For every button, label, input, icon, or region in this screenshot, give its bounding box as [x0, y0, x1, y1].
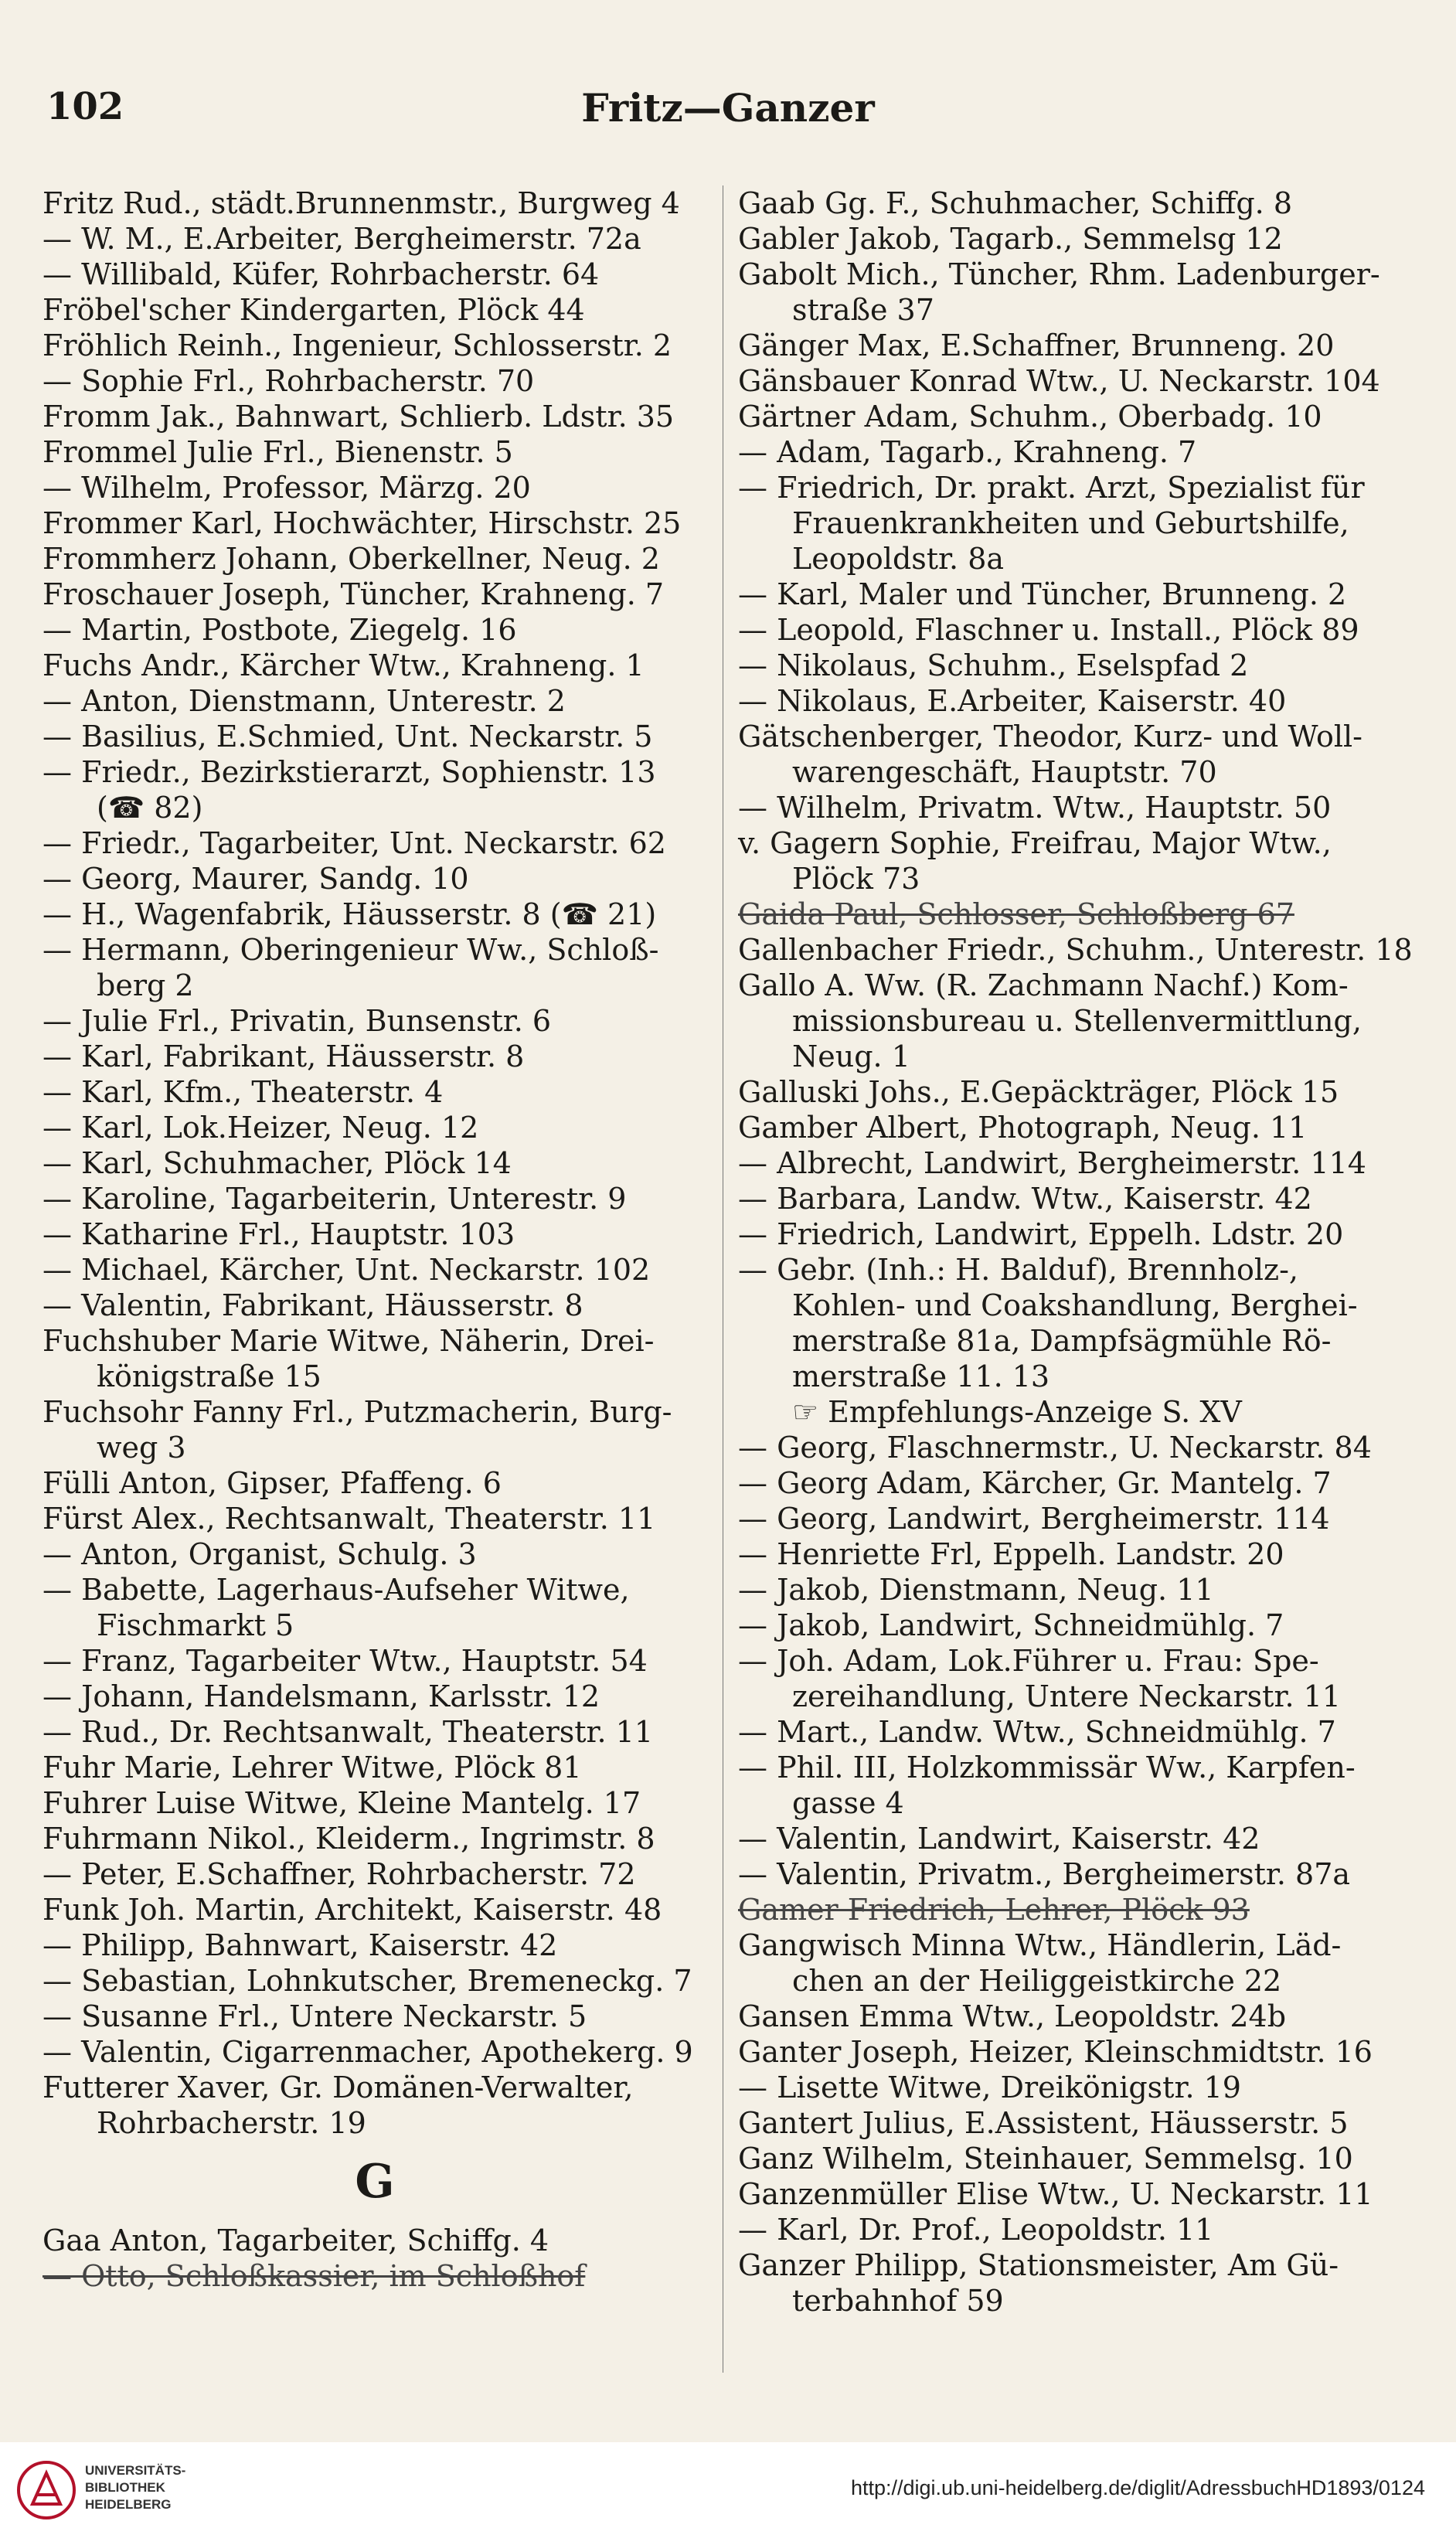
directory-entry: — Valentin, Landwirt, Kaiserstr. 42	[738, 1822, 1260, 1856]
directory-entry: — Willibald, Küfer, Rohrbacherstr. 64	[43, 257, 600, 291]
directory-entry: Fritz Rud., städt.Brunnenmstr., Burgweg 4	[43, 186, 680, 220]
directory-entry: Ganzenmüller Elise Wtw., U. Neckarstr. 11	[738, 2177, 1373, 2211]
directory-entry: — Henriette Frl, Eppelh. Landstr. 20	[738, 1537, 1284, 1571]
directory-entry: — Anton, Dienstmann, Unterestr. 2	[43, 684, 566, 718]
directory-entry: — Friedr., Bezirkstierarzt, Sophienstr. 13	[43, 755, 656, 789]
directory-entry: Fuchs Andr., Kärcher Wtw., Krahneng. 1	[43, 648, 645, 682]
directory-entry: — Leopold, Flaschner u. Install., Plöck 89	[738, 613, 1359, 647]
page-number: 102	[46, 85, 124, 128]
directory-entry: — Jakob, Dienstmann, Neug. 11	[738, 1573, 1214, 1607]
directory-entry: — Jakob, Landwirt, Schneidmühlg. 7	[738, 1608, 1284, 1642]
directory-entry: königstraße 15	[97, 1359, 321, 1393]
directory-entry: Gamber Albert, Photograph, Neug. 11	[738, 1111, 1308, 1145]
directory-entry: — Otto, Schloßkassier, im Schloßhof	[43, 2259, 586, 2293]
directory-entry: — Albrecht, Landwirt, Bergheimerstr. 114	[738, 1146, 1366, 1180]
directory-entry: — Wilhelm, Privatm. Wtw., Hauptstr. 50	[738, 791, 1332, 825]
directory-entry: — Basilius, E.Schmied, Unt. Neckarstr. 5	[43, 720, 653, 754]
directory-entry: — Adam, Tagarb., Krahneng. 7	[738, 435, 1197, 469]
directory-entry: weg 3	[97, 1431, 186, 1465]
directory-entry: Froschauer Joseph, Tüncher, Krahneng. 7	[43, 577, 665, 611]
directory-entry: — Nikolaus, E.Arbeiter, Kaiserstr. 40	[738, 684, 1287, 718]
directory-entry: Fülli Anton, Gipser, Pfaffeng. 6	[43, 1466, 502, 1500]
directory-entry: missionsbureau u. Stellenvermittlung,	[792, 1004, 1362, 1038]
right-column	[738, 185, 1413, 2319]
directory-entry: Kohlen- und Coakshandlung, Berghei-	[792, 1288, 1358, 1322]
directory-entry: Fuchshuber Marie Witwe, Näherin, Drei-	[43, 1324, 655, 1358]
directory-entry: Frommer Karl, Hochwächter, Hirschstr. 25	[43, 506, 682, 540]
directory-entry: — Georg, Maurer, Sandg. 10	[43, 862, 469, 896]
directory-entry: — Karl, Maler und Tüncher, Brunneng. 2	[738, 577, 1347, 611]
section-letter: G	[355, 2155, 395, 2209]
directory-entry: straße 37	[792, 293, 934, 327]
directory-entry: Funk Joh. Martin, Architekt, Kaiserstr. 48	[43, 1893, 662, 1927]
directory-entry: — W. M., E.Arbeiter, Bergheimerstr. 72a	[43, 222, 641, 256]
directory-entry: — Sophie Frl., Rohrbacherstr. 70	[43, 364, 535, 398]
left-column	[43, 185, 707, 2294]
directory-entry: — Nikolaus, Schuhm., Eselspfad 2	[738, 648, 1249, 682]
directory-entry: Gärtner Adam, Schuhm., Oberbadg. 10	[738, 400, 1322, 434]
directory-entry: Gaab Gg. F., Schuhmacher, Schiffg. 8	[738, 186, 1293, 220]
directory-entry: (☎ 82)	[97, 791, 203, 825]
directory-entry: ☞ Empfehlungs-Anzeige S. XV	[792, 1395, 1242, 1429]
directory-entry: Ganz Wilhelm, Steinhauer, Semmelsg. 10	[738, 2142, 1353, 2176]
source-url-link[interactable]: http://digi.ub.uni-heidelberg.de/diglit/AdressbuchHD1893/0124	[850, 2476, 1425, 2499]
directory-entry: Plöck 73	[792, 862, 920, 896]
directory-entry: Fuchsohr Fanny Frl., Putzmacherin, Burg-	[43, 1395, 672, 1429]
directory-entry: Rohrbacherstr. 19	[97, 2106, 366, 2140]
directory-entry: — Wilhelm, Professor, Märzg. 20	[43, 471, 531, 505]
directory-entry: Gaa Anton, Tagarbeiter, Schiffg. 4	[43, 2223, 549, 2257]
directory-entry: — Valentin, Privatm., Bergheimerstr. 87a	[738, 1857, 1351, 1891]
directory-entry: berg 2	[97, 968, 194, 1002]
directory-entry: — Johann, Handelsmann, Karlsstr. 12	[43, 1679, 600, 1713]
directory-entry: — Babette, Lagerhaus-Aufseher Witwe,	[43, 1573, 630, 1607]
directory-entry: Leopoldstr. 8a	[792, 542, 1005, 576]
directory-entry: — Valentin, Cigarrenmacher, Apothekerg. 9	[43, 2035, 693, 2069]
directory-entry: Gansen Emma Wtw., Leopoldstr. 24b	[738, 1999, 1287, 2033]
library-name-line: HEIDELBERG	[85, 2497, 172, 2512]
directory-entry: — Karl, Dr. Prof., Leopoldstr. 11	[738, 2213, 1214, 2247]
directory-entry: merstraße 11. 13	[792, 1359, 1050, 1393]
directory-entry: Fromm Jak., Bahnwart, Schlierb. Ldstr. 35	[43, 400, 675, 434]
directory-entry: chen an der Heiliggeistkirche 22	[792, 1964, 1282, 1998]
directory-entry: — Katharine Frl., Hauptstr. 103	[43, 1217, 515, 1251]
directory-entry: Fuhrer Luise Witwe, Kleine Mantelg. 17	[43, 1786, 641, 1820]
directory-entry: Neug. 1	[792, 1039, 910, 1073]
directory-entry: — Hermann, Oberingenieur Ww., Schloß-	[43, 933, 659, 967]
directory-entry: Fuhr Marie, Lehrer Witwe, Plöck 81	[43, 1751, 582, 1785]
directory-entry: — Anton, Organist, Schulg. 3	[43, 1537, 477, 1571]
directory-entry: warengeschäft, Hauptstr. 70	[792, 755, 1217, 789]
directory-entry: Gallenbacher Friedr., Schuhm., Unterestr. 18	[738, 933, 1413, 967]
directory-entry: — Karl, Kfm., Theaterstr. 4	[43, 1075, 444, 1109]
directory-entry: Fuhrmann Nikol., Kleiderm., Ingrimstr. 8	[43, 1822, 655, 1856]
directory-entry: — Friedrich, Landwirt, Eppelh. Ldstr. 20	[738, 1217, 1344, 1251]
directory-entry: — Georg Adam, Kärcher, Gr. Mantelg. 7	[738, 1466, 1332, 1500]
directory-entry: Gangwisch Minna Wtw., Händlerin, Läd-	[738, 1928, 1342, 1962]
page-title: Fritz—Ganzer	[581, 85, 875, 131]
directory-entry: — Georg, Flaschnermstr., U. Neckarstr. 84	[738, 1431, 1372, 1465]
directory-entry: — H., Wagenfabrik, Häusserstr. 8 (☎ 21)	[43, 897, 657, 931]
library-name	[85, 2462, 185, 2513]
directory-entry: Fröbel'scher Kindergarten, Plöck 44	[43, 293, 585, 327]
directory-entry: Fischmarkt 5	[97, 1608, 294, 1642]
directory-entry: v. Gagern Sophie, Freifrau, Major Wtw.,	[738, 826, 1332, 860]
directory-entry: Frauenkrankheiten und Geburtshilfe,	[792, 506, 1349, 540]
directory-entry: — Lisette Witwe, Dreikönigstr. 19	[738, 2070, 1241, 2104]
university-library-logo-icon	[15, 2459, 77, 2521]
directory-entry: Gätschenberger, Theodor, Kurz- und Woll-	[738, 720, 1362, 754]
directory-entry: Gallo A. Ww. (R. Zachmann Nachf.) Kom-	[738, 968, 1349, 1002]
directory-entry: — Philipp, Bahnwart, Kaiserstr. 42	[43, 1928, 558, 1962]
directory-entry: — Sebastian, Lohnkutscher, Bremeneckg. 7	[43, 1964, 692, 1998]
directory-entry: — Karl, Fabrikant, Häusserstr. 8	[43, 1039, 525, 1073]
directory-entry: Frommel Julie Frl., Bienenstr. 5	[43, 435, 513, 469]
directory-entry: Gänsbauer Konrad Wtw., U. Neckarstr. 104	[738, 364, 1380, 398]
directory-entry: Gamer Friedrich, Lehrer, Plöck 93	[738, 1893, 1250, 1927]
directory-entry: Gabler Jakob, Tagarb., Semmelsg 12	[738, 222, 1283, 256]
directory-entry: — Rud., Dr. Rechtsanwalt, Theaterstr. 11	[43, 1715, 654, 1749]
directory-entry: Fröhlich Reinh., Ingenieur, Schlosserstr. 2	[43, 328, 672, 362]
directory-entry: — Barbara, Landw. Wtw., Kaiserstr. 42	[738, 1182, 1312, 1216]
directory-entry: — Karoline, Tagarbeiterin, Unterestr. 9	[43, 1182, 627, 1216]
directory-entry: Galluski Johs., E.Gepäckträger, Plöck 15	[738, 1075, 1339, 1109]
directory-entry: — Mart., Landw. Wtw., Schneidmühlg. 7	[738, 1715, 1336, 1749]
directory-entry: Ganzer Philipp, Stationsmeister, Am Gü-	[738, 2248, 1339, 2282]
directory-entry: — Karl, Schuhmacher, Plöck 14	[43, 1146, 512, 1180]
directory-entry: Frommherz Johann, Oberkellner, Neug. 2	[43, 542, 660, 576]
directory-entry: Gabolt Mich., Tüncher, Rhm. Ladenburger-	[738, 257, 1380, 291]
directory-entry: gasse 4	[792, 1786, 904, 1820]
directory-entry: Gänger Max, E.Schaffner, Brunneng. 20	[738, 328, 1335, 362]
directory-entry: — Franz, Tagarbeiter Wtw., Hauptstr. 54	[43, 1644, 648, 1678]
page-header	[46, 85, 1410, 147]
directory-entry: — Susanne Frl., Untere Neckarstr. 5	[43, 1999, 587, 2033]
directory-entry: Gantert Julius, E.Assistent, Häusserstr. 5	[738, 2106, 1349, 2140]
directory-entry: Gaida Paul, Schlosser, Schloßberg 67	[738, 897, 1294, 931]
directory-entry: — Valentin, Fabrikant, Häusserstr. 8	[43, 1288, 583, 1322]
directory-entry: merstraße 81a, Dampfsägmühle Rö-	[792, 1324, 1332, 1358]
directory-entry: terbahnhof 59	[792, 2284, 1004, 2318]
directory-entry: — Gebr. (Inh.: H. Balduf), Brennholz-,	[738, 1253, 1298, 1287]
directory-entry: — Friedrich, Dr. prakt. Arzt, Spezialist für	[738, 471, 1365, 505]
directory-entry: — Michael, Kärcher, Unt. Neckarstr. 102	[43, 1253, 651, 1287]
footer	[0, 2442, 1456, 2545]
library-name-line: BIBLIOTHEK	[85, 2480, 165, 2495]
directory-entry: — Karl, Lok.Heizer, Neug. 12	[43, 1111, 479, 1145]
library-name-line: UNIVERSITÄTS-	[85, 2463, 186, 2478]
directory-entry: Fürst Alex., Rechtsanwalt, Theaterstr. 11	[43, 1502, 656, 1536]
directory-entry: — Julie Frl., Privatin, Bunsenstr. 6	[43, 1004, 552, 1038]
directory-entry: — Joh. Adam, Lok.Führer u. Frau: Spe-	[738, 1644, 1319, 1678]
directory-entry: — Georg, Landwirt, Bergheimerstr. 114	[738, 1502, 1330, 1536]
directory-entry: zereihandlung, Untere Neckarstr. 11	[792, 1679, 1341, 1713]
directory-entry: — Peter, E.Schaffner, Rohrbacherstr. 72	[43, 1857, 636, 1891]
directory-entry: Futterer Xaver, Gr. Domänen-Verwalter,	[43, 2070, 634, 2104]
directory-entry: — Phil. III, Holzkommissär Ww., Karpfen-	[738, 1751, 1356, 1785]
directory-entry: Ganter Joseph, Heizer, Kleinschmidtstr. 16	[738, 2035, 1373, 2069]
directory-entry: — Friedr., Tagarbeiter, Unt. Neckarstr. 62	[43, 826, 666, 860]
directory-entry: — Martin, Postbote, Ziegelg. 16	[43, 613, 517, 647]
